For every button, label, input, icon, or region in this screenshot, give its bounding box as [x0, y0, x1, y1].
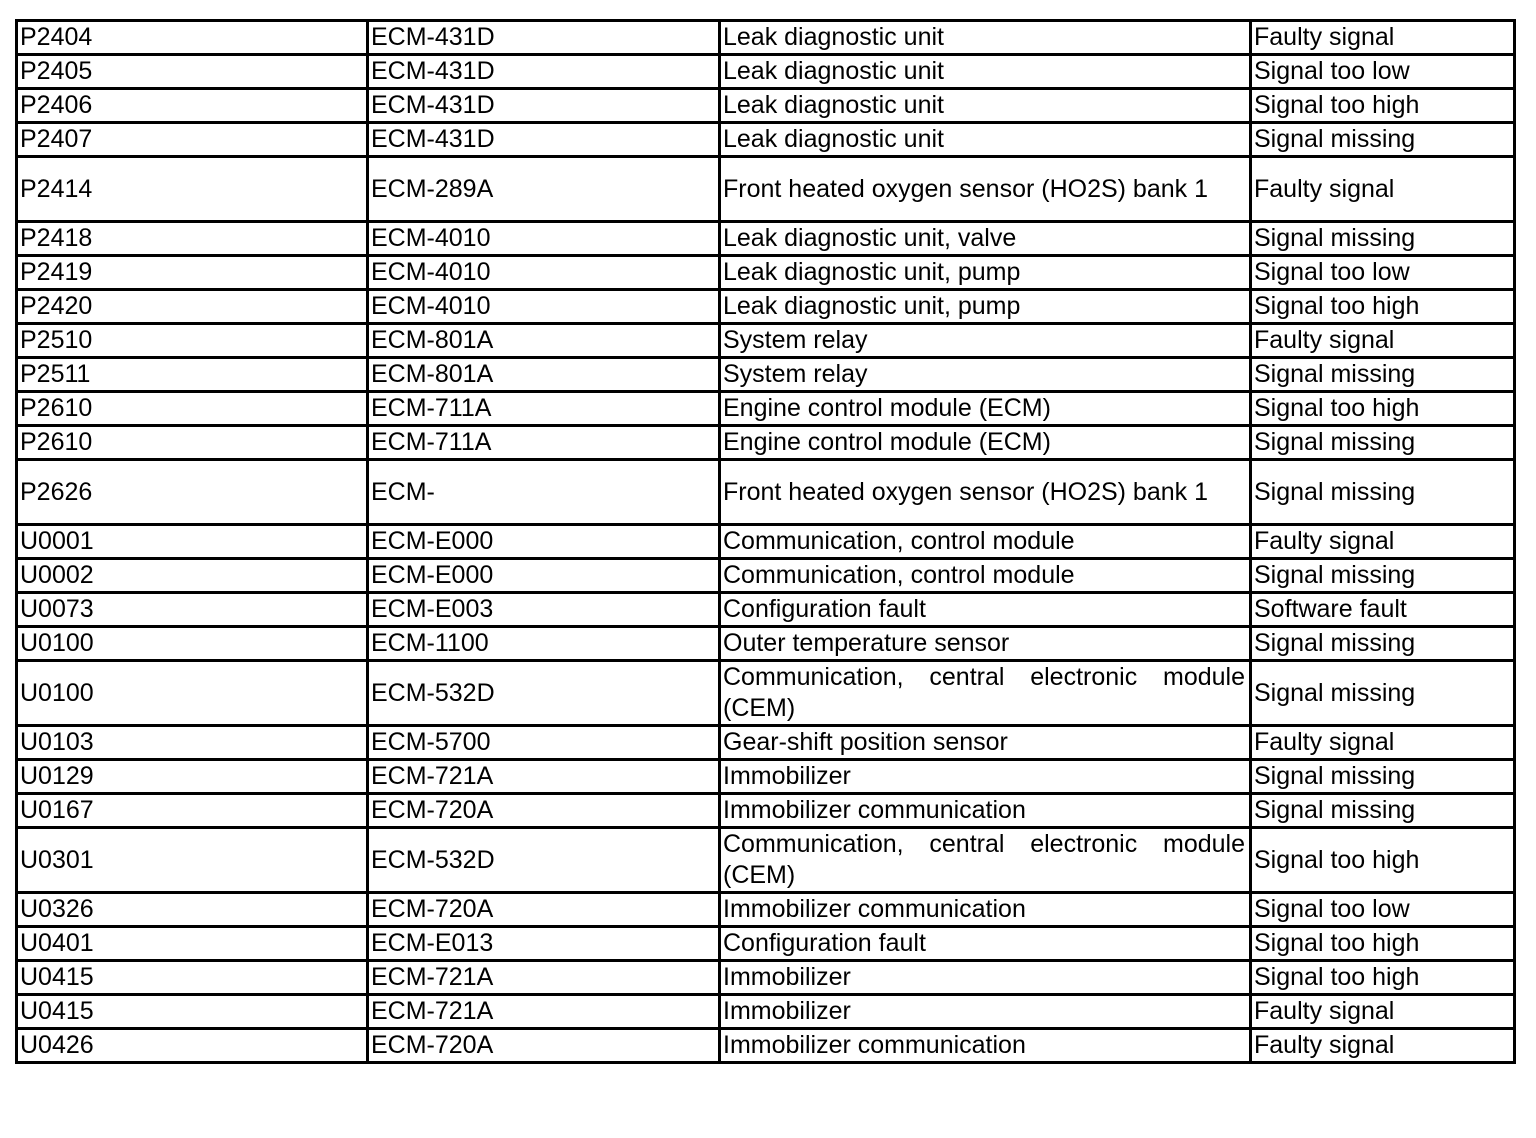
component-cell: Immobilizer	[720, 760, 1251, 794]
table-row	[17, 828, 1515, 893]
dtc-code-cell: U0073	[17, 593, 368, 627]
component-cell: Configuration fault	[720, 927, 1251, 961]
module-code-cell: ECM-431D	[368, 123, 720, 157]
module-code-cell: ECM-711A	[368, 392, 720, 426]
dtc-code-cell: P2407	[17, 123, 368, 157]
dtc-code-cell: U0326	[17, 893, 368, 927]
fault-type-cell: Signal missing	[1251, 426, 1515, 460]
module-code-cell: ECM-	[368, 460, 720, 525]
module-code-cell: ECM-1100	[368, 627, 720, 661]
fault-type-cell: Signal missing	[1251, 222, 1515, 256]
component-cell: Engine control module (ECM)	[720, 392, 1251, 426]
fault-type-cell: Signal missing	[1251, 661, 1515, 726]
module-code-cell: ECM-431D	[368, 55, 720, 89]
dtc-table	[15, 19, 1516, 1064]
dtc-code-cell: U0103	[17, 726, 368, 760]
fault-type-cell: Faulty signal	[1251, 21, 1515, 55]
dtc-code-cell: P2414	[17, 157, 368, 222]
component-cell: Immobilizer communication	[720, 1029, 1251, 1063]
module-code-cell: ECM-E013	[368, 927, 720, 961]
dtc-code-cell: P2404	[17, 21, 368, 55]
fault-type-cell: Signal missing	[1251, 460, 1515, 525]
dtc-code-cell: P2406	[17, 89, 368, 123]
table-row	[17, 760, 1515, 794]
dtc-code-cell: U0100	[17, 661, 368, 726]
table-row	[17, 222, 1515, 256]
table-row	[17, 157, 1515, 222]
component-cell: Immobilizer	[720, 961, 1251, 995]
component-cell: Configuration fault	[720, 593, 1251, 627]
component-cell: Outer temperature sensor	[720, 627, 1251, 661]
table-row	[17, 290, 1515, 324]
fault-type-cell: Signal too low	[1251, 55, 1515, 89]
table-row	[17, 726, 1515, 760]
fault-type-cell: Signal too low	[1251, 256, 1515, 290]
component-cell: Leak diagnostic unit, valve	[720, 222, 1251, 256]
table-row	[17, 525, 1515, 559]
dtc-code-cell: U0426	[17, 1029, 368, 1063]
fault-type-cell: Signal too high	[1251, 828, 1515, 893]
component-cell: Front heated oxygen sensor (HO2S) bank 1	[720, 157, 1251, 222]
fault-type-cell: Faulty signal	[1251, 324, 1515, 358]
table-row	[17, 324, 1515, 358]
dtc-code-cell: U0415	[17, 995, 368, 1029]
fault-type-cell: Signal missing	[1251, 358, 1515, 392]
table-row	[17, 961, 1515, 995]
table-row	[17, 392, 1515, 426]
fault-type-cell: Signal missing	[1251, 760, 1515, 794]
fault-type-cell: Faulty signal	[1251, 995, 1515, 1029]
component-cell: Front heated oxygen sensor (HO2S) bank 1	[720, 460, 1251, 525]
table-row	[17, 893, 1515, 927]
dtc-code-cell: P2420	[17, 290, 368, 324]
component-cell: Leak diagnostic unit	[720, 21, 1251, 55]
table-row	[17, 927, 1515, 961]
table-row	[17, 559, 1515, 593]
dtc-code-cell: U0002	[17, 559, 368, 593]
table-row	[17, 995, 1515, 1029]
fault-type-cell: Signal missing	[1251, 794, 1515, 828]
table-row	[17, 661, 1515, 726]
fault-type-cell: Faulty signal	[1251, 1029, 1515, 1063]
module-code-cell: ECM-721A	[368, 961, 720, 995]
table-row	[17, 358, 1515, 392]
fault-type-cell: Signal missing	[1251, 627, 1515, 661]
component-cell: Leak diagnostic unit	[720, 55, 1251, 89]
table-row	[17, 794, 1515, 828]
component-cell: System relay	[720, 324, 1251, 358]
module-code-cell: ECM-721A	[368, 995, 720, 1029]
dtc-code-cell: P2405	[17, 55, 368, 89]
module-code-cell: ECM-711A	[368, 426, 720, 460]
fault-type-cell: Signal too high	[1251, 392, 1515, 426]
dtc-code-cell: U0401	[17, 927, 368, 961]
module-code-cell: ECM-4010	[368, 222, 720, 256]
component-cell: Leak diagnostic unit, pump	[720, 256, 1251, 290]
table-row	[17, 460, 1515, 525]
module-code-cell: ECM-801A	[368, 358, 720, 392]
fault-type-cell: Signal missing	[1251, 123, 1515, 157]
table-row	[17, 123, 1515, 157]
module-code-cell: ECM-720A	[368, 794, 720, 828]
module-code-cell: ECM-532D	[368, 828, 720, 893]
fault-type-cell: Signal too high	[1251, 927, 1515, 961]
table-row	[17, 256, 1515, 290]
module-code-cell: ECM-E000	[368, 525, 720, 559]
module-code-cell: ECM-721A	[368, 760, 720, 794]
dtc-code-cell: P2610	[17, 426, 368, 460]
component-cell: System relay	[720, 358, 1251, 392]
table-row	[17, 55, 1515, 89]
fault-type-cell: Signal too low	[1251, 893, 1515, 927]
table-row	[17, 593, 1515, 627]
module-code-cell: ECM-720A	[368, 893, 720, 927]
module-code-cell: ECM-5700	[368, 726, 720, 760]
module-code-cell: ECM-E003	[368, 593, 720, 627]
module-code-cell: ECM-4010	[368, 256, 720, 290]
module-code-cell: ECM-801A	[368, 324, 720, 358]
component-cell: Communication, control module	[720, 525, 1251, 559]
component-cell: Communication, central electronic module (CEM)	[720, 828, 1251, 893]
module-code-cell: ECM-289A	[368, 157, 720, 222]
fault-type-cell: Signal too high	[1251, 290, 1515, 324]
document-page	[15, 19, 1515, 1064]
fault-type-cell: Faulty signal	[1251, 525, 1515, 559]
component-cell: Leak diagnostic unit	[720, 123, 1251, 157]
component-cell: Communication, control module	[720, 559, 1251, 593]
dtc-code-cell: P2419	[17, 256, 368, 290]
component-cell: Communication, central electronic module (CEM)	[720, 661, 1251, 726]
dtc-code-cell: P2418	[17, 222, 368, 256]
dtc-table-body	[17, 21, 1515, 1063]
component-cell: Immobilizer communication	[720, 893, 1251, 927]
component-cell: Gear-shift position sensor	[720, 726, 1251, 760]
dtc-code-cell: U0167	[17, 794, 368, 828]
dtc-code-cell: U0100	[17, 627, 368, 661]
component-cell: Leak diagnostic unit	[720, 89, 1251, 123]
dtc-code-cell: U0129	[17, 760, 368, 794]
table-row	[17, 21, 1515, 55]
module-code-cell: ECM-431D	[368, 89, 720, 123]
table-row	[17, 1029, 1515, 1063]
module-code-cell: ECM-431D	[368, 21, 720, 55]
fault-type-cell: Software fault	[1251, 593, 1515, 627]
table-row	[17, 627, 1515, 661]
fault-type-cell: Signal too high	[1251, 961, 1515, 995]
dtc-code-cell: U0415	[17, 961, 368, 995]
fault-type-cell: Signal too high	[1251, 89, 1515, 123]
component-cell: Immobilizer	[720, 995, 1251, 1029]
module-code-cell: ECM-720A	[368, 1029, 720, 1063]
dtc-code-cell: U0001	[17, 525, 368, 559]
fault-type-cell: Faulty signal	[1251, 726, 1515, 760]
fault-type-cell: Faulty signal	[1251, 157, 1515, 222]
table-row	[17, 426, 1515, 460]
fault-type-cell: Signal missing	[1251, 559, 1515, 593]
dtc-code-cell: U0301	[17, 828, 368, 893]
component-cell: Engine control module (ECM)	[720, 426, 1251, 460]
dtc-code-cell: P2511	[17, 358, 368, 392]
dtc-code-cell: P2610	[17, 392, 368, 426]
module-code-cell: ECM-E000	[368, 559, 720, 593]
table-row	[17, 89, 1515, 123]
module-code-cell: ECM-4010	[368, 290, 720, 324]
dtc-code-cell: P2626	[17, 460, 368, 525]
component-cell: Leak diagnostic unit, pump	[720, 290, 1251, 324]
component-cell: Immobilizer communication	[720, 794, 1251, 828]
module-code-cell: ECM-532D	[368, 661, 720, 726]
dtc-code-cell: P2510	[17, 324, 368, 358]
